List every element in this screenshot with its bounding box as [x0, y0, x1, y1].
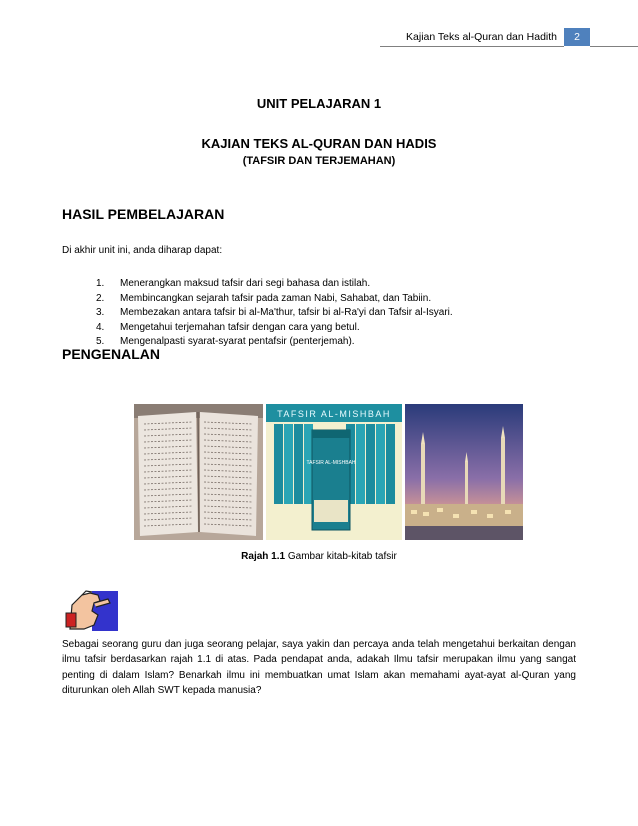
- pengenalan-heading: PENGENALAN: [62, 346, 161, 362]
- book-cover-title: TAFSIR AL-MISHBAH: [306, 460, 356, 466]
- books-banner-text: TAFSIR AL-MISHBAH: [277, 409, 391, 419]
- subtitle: (TAFSIR DAN TERJEMAHAN): [242, 155, 396, 167]
- header-rule: [380, 46, 564, 47]
- caption-label: Rajah 1.1: [241, 551, 286, 562]
- hasil-heading: HASIL PEMBELAJARAN: [62, 206, 225, 222]
- list-item: 4. Mengetahui terjemahan tafsir dengan cara yang betul.: [96, 321, 360, 333]
- tafsir-books-image: [266, 404, 402, 540]
- list-item: 5. Mengenalpasti syarat-syarat pentafsir (penterjemah).: [96, 336, 355, 348]
- hasil-intro: Di akhir unit ini, anda diharap dapat:: [62, 245, 223, 256]
- mosque-image: [405, 404, 523, 540]
- list-item: 3. Membezakan antara tafsir bi al-Ma'thur, tafsir bi al-Ra'yi dan Tafsir al-Isyari.: [96, 307, 453, 319]
- intro-paragraph: Sebagai seorang guru dan juga seorang pelajar, saya yakin dan percaya anda telah mengetahui berkaitan dengan ilmu tafsir berdasarkan rajah 1.1 di atas. Pada pendapat anda, adakah Ilmu tafsir merupakan ilmu yang sangat penting di dalam Islam? Benarkah ilmu ini membuatkan umat Islam akan memahami ayat-ayat al-Quran yang diturunkan oleh Allah SWT kepada manusia?: [62, 639, 576, 696]
- figure-caption: [0, 551, 638, 562]
- header-rule-right: [590, 46, 638, 47]
- unit-title: UNIT PELAJARAN 1: [256, 96, 382, 111]
- header-title: Kajian Teks al-Quran dan Hadith: [406, 31, 557, 43]
- pointing-hand-icon: [64, 589, 120, 633]
- main-title: KAJIAN TEKS AL-QURAN DAN HADIS: [201, 136, 437, 151]
- list-item: 1. Menerangkan maksud tafsir dari segi bahasa dan istilah.: [96, 278, 371, 289]
- caption-text: Gambar kitab-kitab tafsir: [285, 551, 397, 562]
- page-header: [0, 27, 638, 49]
- objectives-list: [96, 277, 453, 350]
- page-number-badge: 2: [564, 28, 590, 46]
- list-item: 2. Membincangkan sejarah tafsir pada zaman Nabi, Sahabat, dan Tabiin.: [96, 292, 432, 304]
- open-quran-image: [134, 404, 263, 540]
